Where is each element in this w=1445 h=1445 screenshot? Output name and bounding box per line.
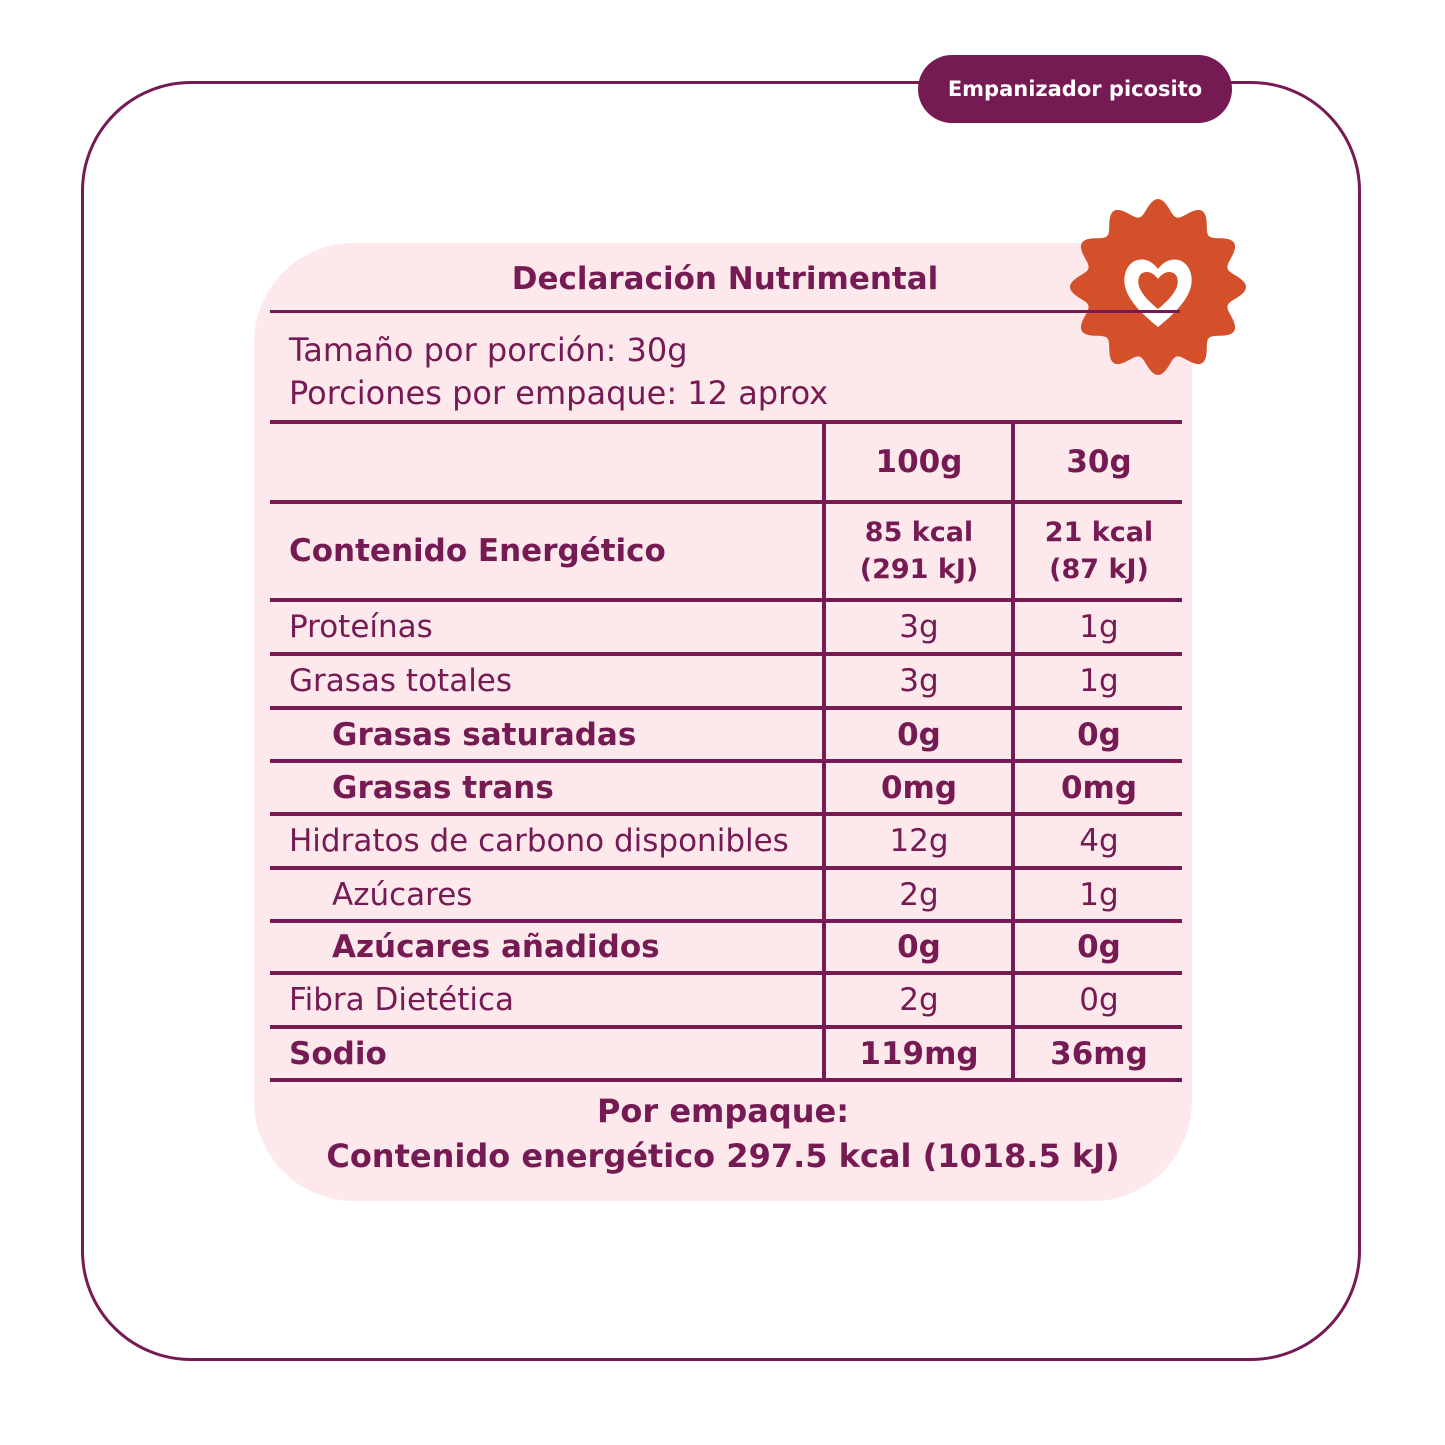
nutrient-label-azucares-anadidos: Azúcares añadidos	[332, 929, 660, 965]
nutrient-value-30g: 0g	[1077, 929, 1121, 965]
nutrient-label-fibra: Fibra Dietética	[289, 982, 515, 1018]
nutrient-value-100g: 0g	[897, 929, 941, 965]
energy-100g-kj: (291 kJ)	[859, 554, 979, 585]
footer-package-energy: Contenido energético 297.5 kcal (1018.5 kJ)	[326, 1137, 1120, 1175]
product-tag: Empanizador picosito	[918, 55, 1232, 123]
nutrient-value-100g: 0g	[897, 716, 941, 753]
nutrient-value-30g: 4g	[1079, 823, 1119, 859]
nutrient-label-grasas-saturadas: Grasas saturadas	[332, 716, 637, 753]
nutrient-value-30g: 1g	[1079, 876, 1119, 913]
energy-label: Contenido Energético	[289, 533, 666, 569]
nutrient-value-30g: 0mg	[1060, 769, 1138, 806]
table-bottom-rule	[270, 1078, 1182, 1082]
servings-per-package: Porciones por empaque: 12 aprox	[289, 374, 829, 412]
serving-size: Tamaño por porción: 30g	[289, 331, 688, 369]
nutrient-value-30g: 0g	[1077, 716, 1121, 753]
nutrient-value-30g: 1g	[1079, 609, 1119, 645]
nutrient-value-30g: 36mg	[1050, 1035, 1148, 1072]
nutrient-value-30g: 0g	[1079, 982, 1119, 1018]
nutrient-value-30g: 1g	[1079, 663, 1119, 699]
energy-30g	[1016, 504, 1182, 598]
nutrient-label-hidratos: Hidratos de carbono disponibles	[289, 823, 789, 859]
energy-100g-kcal: 85 kcal	[864, 517, 974, 548]
nutrient-value-100g: 3g	[899, 609, 939, 645]
nutrient-label-grasas-totales: Grasas totales	[289, 663, 513, 699]
nutrient-value-100g: 12g	[889, 823, 949, 859]
nutrient-label-grasas-trans: Grasas trans	[332, 769, 554, 806]
nutrient-label-proteinas: Proteínas	[289, 609, 433, 645]
nutrient-value-100g: 3g	[899, 663, 939, 699]
nutrient-value-100g: 2g	[899, 876, 939, 913]
footer-per-package: Por empaque:	[596, 1092, 850, 1130]
nutrient-label-sodio: Sodio	[289, 1035, 387, 1072]
energy-30g-kj: (87 kJ)	[1049, 554, 1149, 585]
column-header-100g: 100g	[875, 444, 963, 480]
column-header-30g: 30g	[1066, 444, 1132, 480]
nutrient-value-100g: 2g	[899, 982, 939, 1018]
nutrient-label-azucares: Azúcares	[332, 876, 473, 913]
label-title: Declaración Nutrimental	[511, 261, 939, 297]
energy-30g-kcal: 21 kcal	[1044, 517, 1154, 548]
nutrient-value-100g: 0mg	[880, 769, 958, 806]
title-divider	[270, 310, 1180, 313]
nutrient-value-100g: 119mg	[859, 1035, 979, 1072]
energy-100g	[826, 504, 1012, 598]
